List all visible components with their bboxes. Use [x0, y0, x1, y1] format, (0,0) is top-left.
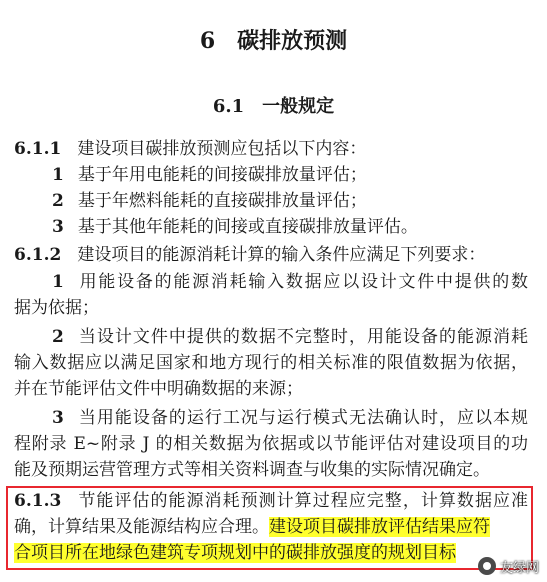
item-text: 基于其他年能耗的间接或直接碳排放量评估。	[77, 217, 418, 237]
item-number: 3	[52, 217, 64, 237]
chapter-title: 碳排放预测	[237, 29, 348, 54]
clause-6-1-1	[14, 137, 366, 161]
item-number: 2	[52, 191, 64, 211]
clause-number: 6.1.1	[14, 139, 62, 159]
clause-text: 节能评估的能源消耗预测计算过程应完整，计算数据应准	[77, 491, 528, 511]
list-item	[52, 406, 528, 430]
list-item	[52, 215, 418, 239]
clause-6-1-3-line3	[14, 541, 456, 565]
item-text: 当用能设备的运行工况与运行模式无法确认时，应以本规	[77, 408, 528, 428]
list-item	[52, 163, 367, 187]
item-continuation: 并在节能评估文件中明确数据的来源；	[14, 379, 303, 399]
section-title: 一般规定	[262, 96, 335, 117]
item-text: 用能设备的能源消耗输入数据应以设计文件中提供的数	[77, 272, 528, 292]
clause-6-1-3-line2	[14, 515, 490, 539]
list-item	[52, 325, 528, 349]
item-number: 3	[52, 408, 64, 428]
clause-text: 确，计算结果及能源结构应合理。	[14, 517, 269, 537]
wechat-logo-icon	[478, 557, 496, 575]
highlighted-text: 建设项目碳排放评估结果应符	[269, 517, 490, 537]
clause-6-1-2	[14, 243, 485, 267]
watermark-text: 友绿网	[499, 560, 539, 576]
clause-text: 建设项目碳排放预测应包括以下内容：	[77, 139, 367, 159]
clause-text: 建设项目的能源消耗计算的输入条件应满足下列要求：	[77, 245, 486, 265]
section-heading	[0, 95, 547, 119]
item-text: 基于年用电能耗的间接碳排放量评估；	[77, 165, 367, 185]
clause-number: 6.1.2	[14, 245, 62, 265]
item-continuation: 能及预期运营管理方式等相关资料调查与收集的实际情况确定。	[14, 460, 490, 480]
item-text: 基于年燃料能耗的直接碳排放量评估；	[77, 191, 367, 211]
item-continuation: 据为依据；	[14, 298, 99, 318]
item-continuation: 输入数据应以满足国家和地方现行的相关标准的限值数据为依据，	[14, 353, 528, 373]
item-number: 1	[52, 272, 64, 292]
clause-6-1-3	[14, 489, 528, 513]
chapter-number: 6	[199, 28, 216, 54]
clause-number: 6.1.3	[14, 491, 62, 511]
list-item	[52, 189, 367, 213]
watermark	[478, 556, 539, 576]
item-number: 1	[52, 165, 64, 185]
item-text: 当设计文件中提供的数据不完整时，用能设备的能源消耗	[77, 327, 528, 347]
section-number: 6.1	[212, 96, 245, 117]
list-item	[52, 270, 528, 294]
chapter-heading	[0, 26, 547, 57]
highlighted-text: 合项目所在地绿色建筑专项规划中的碳排放强度的规划目标	[14, 543, 456, 563]
item-continuation: 程附录 E~附录 J 的相关数据为依据或以节能评估对建设项目的功	[14, 434, 528, 454]
item-number: 2	[52, 327, 64, 347]
